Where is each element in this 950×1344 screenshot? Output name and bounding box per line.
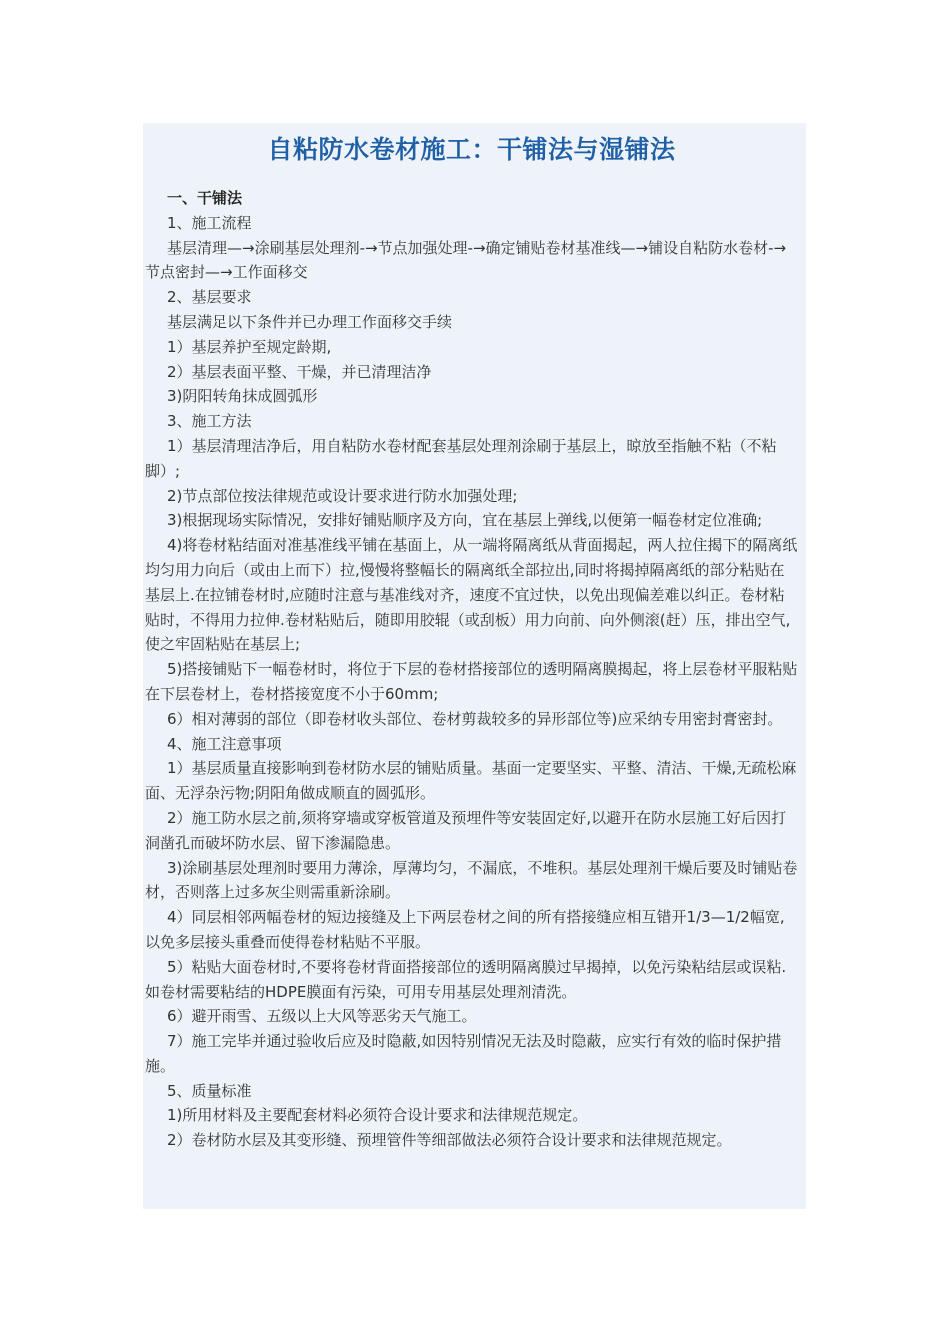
list-item: 2）施工防水层之前,须将穿墙或穿板管道及预埋件等安装固定好,以避开在防水层施工好后因打洞凿孔而破坏防水层、留下渗漏隐患。: [145, 808, 787, 852]
list-item: 1)所用材料及主要配套材料必须符合设计要求和法律规范规定。: [167, 1106, 588, 1125]
paragraph: 基层满足以下条件并已办理工作面移交手续: [167, 312, 453, 331]
document-body: [145, 186, 798, 1153]
subsection-heading: 3、施工方法: [167, 412, 252, 431]
list-item: 5）粘贴大面卷材时,不要将卷材背面搭接部位的透明隔离膜过早揭掉，以免污染粘结层或误粘.如卷材需要粘结的HDPE膜面有污染，可用专用基层处理剂清洗。: [145, 957, 787, 1001]
list-item: 6）相对薄弱的部位（即卷材收头部位、卷材剪裁较多的异形部位等)应采纳专用密封膏密封。: [167, 709, 783, 728]
list-item: 3)根据现场实际情况，安排好铺贴顺序及方向，宜在基层上弹线,以便第一幅卷材定位准确;: [167, 511, 763, 530]
section-heading-dry-method: 一、干铺法: [167, 189, 243, 207]
list-item: 1）基层质量直接影响到卷材防水层的铺贴质量。基面一定要坚实、平整、清洁、干燥,无疏松麻面、无浮杂污物;阴阳角做成顺直的圆弧形。: [145, 759, 797, 803]
paragraph: 基层清理—→涂刷基层处理剂-→节点加强处理-→确定铺贴卷材基准线—→铺设自粘防水卷材-→节点密封—→工作面移交: [145, 238, 787, 282]
list-item: 3)阴阳转角抹成圆弧形: [167, 387, 318, 406]
list-item: 7）施工完毕并通过验收后应及时隐蔽,如因特别情况无法及时隐蔽，应实行有效的临时保护措施。: [145, 1032, 782, 1075]
list-item: 5)搭接铺贴下一幅卷材时，将位于下层的卷材搭接部位的透明隔离膜揭起，将上层卷材平服粘贴在下层卷材上，卷材搭接宽度不小于60mm;: [145, 660, 798, 703]
subsection-heading: 2、基层要求: [167, 288, 252, 307]
subsection-heading: 4、施工注意事项: [167, 734, 282, 753]
list-item: 1）基层养护至规定龄期,: [167, 337, 332, 356]
list-item: 4)将卷材粘结面对准基准线平铺在基面上，从一端将隔离纸从背面揭起，两人拉住揭下的隔离纸均匀用力向后（或由上而下）拉,慢慢将整幅长的隔离纸全部拉出,同时将揭掉隔离纸的部分粘贴在基层上.在拉铺卷材时,应随时注意与基准线对齐，速度不宜过快，以免出现偏差难以纠正。卷材粘贴时，不得用力拉伸.卷材粘贴后，随即用胶辊（或刮板）用力向前、向外侧滚(赶）压，排出空气,使之牢固粘贴在基层上;: [145, 536, 798, 654]
document-title: 自粘防水卷材施工：干铺法与湿铺法: [267, 135, 676, 164]
list-item: 6）避开雨雪、五级以上大风等恶劣天气施工。: [167, 1007, 477, 1026]
list-item: 4）同层相邻两幅卷材的短边接缝及上下两层卷材之间的所有搭接缝应相互错开1/3—1/2幅宽,以免多层接头重叠而使得卷材粘贴不平服。: [145, 908, 785, 951]
document-panel: [143, 123, 806, 1209]
list-item: 2）卷材防水层及其变形缝、预埋管件等细部做法必须符合设计要求和法律规范规定。: [167, 1131, 732, 1150]
list-item: 1）基层清理洁净后，用自粘防水卷材配套基层处理剂涂刷于基层上，晾放至指触不粘（不粘脚）;: [145, 436, 777, 480]
subsection-heading: 5、质量标准: [167, 1081, 252, 1100]
list-item: 3)涂刷基层处理剂时要用力薄涂，厚薄均匀，不漏底，不堆积。基层处理剂干燥后要及时铺贴卷材，否则落上过多灰尘则需重新涂刷。: [145, 858, 798, 902]
list-item: 2)节点部位按法律规范或设计要求进行防水加强处理;: [167, 486, 518, 505]
subsection-heading: 1、施工流程: [167, 213, 252, 232]
list-item: 2）基层表面平整、干燥，并已清理洁净: [167, 362, 432, 381]
